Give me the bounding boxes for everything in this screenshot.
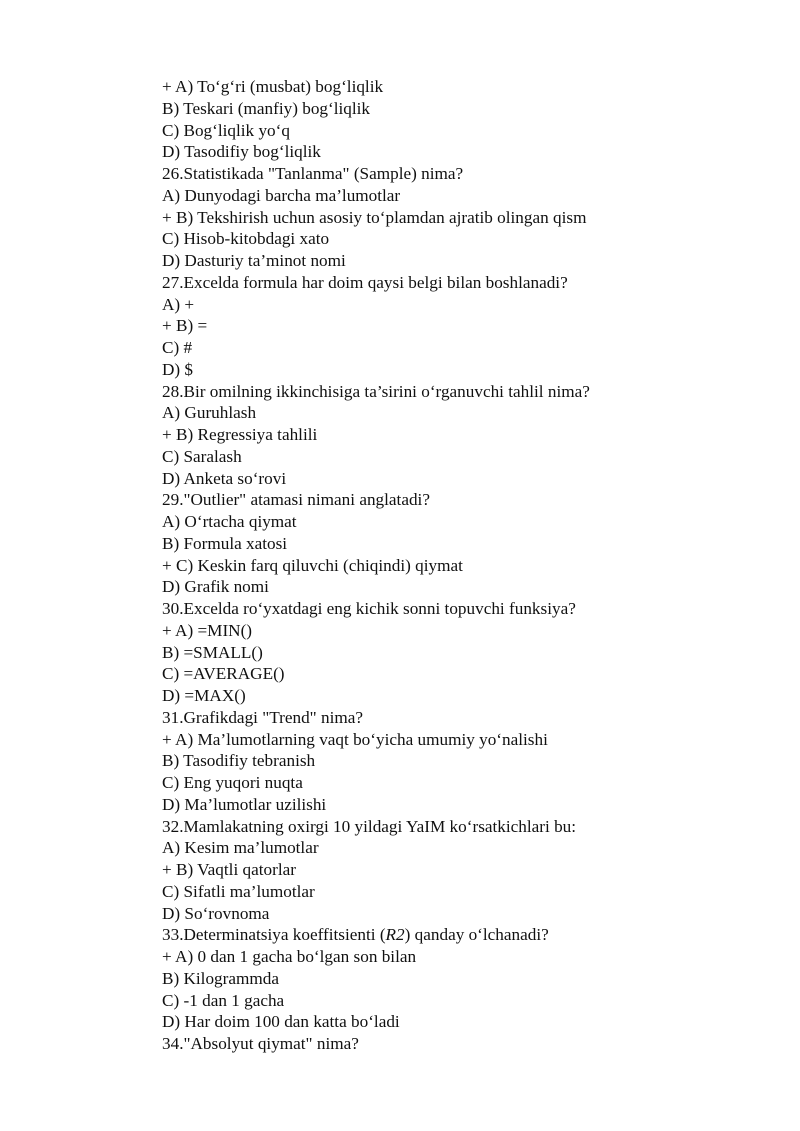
- quiz-line: C) #: [162, 338, 193, 357]
- quiz-line: D) Har doim 100 dan katta bo‘ladi: [162, 1012, 400, 1032]
- quiz-line: B) Formula xatosi: [162, 533, 288, 553]
- quiz-line: C) Sifatli ma’lumotlar: [162, 881, 315, 901]
- quiz-line: 29."Outlier" atamasi nimani anglatadi?: [162, 490, 430, 510]
- quiz-line: C) Hisob-kitobdagi xato: [162, 229, 330, 249]
- quiz-line: 34."Absolyut qiymat" nima?: [162, 1034, 359, 1053]
- quiz-line: + B) Tekshirish uchun asosiy to‘plamdan ajratib olingan qism: [162, 207, 587, 227]
- quiz-line: C) Eng yuqori nuqta: [162, 773, 303, 792]
- question-33-math: R2: [385, 925, 405, 945]
- quiz-line: B) Kilogrammda: [162, 968, 279, 988]
- question-33-text-before: 33.Determinatsiya koeffitsienti (: [162, 925, 386, 945]
- quiz-line: C) -1 dan 1 gacha: [162, 990, 285, 1010]
- quiz-line: + B) =: [162, 316, 208, 336]
- quiz-line: + A) =MIN(): [162, 620, 253, 640]
- quiz-line: + A) To‘g‘ri (musbat) bog‘liqlik: [162, 77, 384, 96]
- quiz-line: B) Tasodifiy tebranish: [162, 751, 316, 771]
- quiz-lines-before: [162, 76, 762, 924]
- quiz-line: D) Anketa so‘rovi: [162, 468, 287, 488]
- quiz-line: A) Kesim ma’lumotlar: [162, 838, 319, 858]
- quiz-line: 28.Bir omilning ikkinchisiga ta’sirini o‘rganuvchi tahlil nima?: [162, 381, 590, 401]
- quiz-line: D) So‘rovnoma: [162, 903, 270, 923]
- quiz-line: D) Tasodifiy bog‘liqlik: [162, 142, 321, 162]
- question-33-text-after: ) qanday o‘lchanadi?: [404, 925, 549, 945]
- quiz-line: + C) Keskin farq qiluvchi (chiqindi) qiymat: [162, 555, 463, 575]
- quiz-line: D) Ma’lumotlar uzilishi: [162, 794, 327, 814]
- quiz-line: 27.Excelda formula har doim qaysi belgi bilan boshlanadi?: [162, 272, 568, 292]
- quiz-line: D) Grafik nomi: [162, 577, 269, 597]
- quiz-line: C) =AVERAGE(): [162, 664, 285, 684]
- quiz-line: 32.Mamlakatning oxirgi 10 yildagi YaIM ko‘rsatkichlari bu:: [162, 816, 577, 836]
- quiz-line: D) =MAX(): [162, 686, 246, 705]
- question-33-line: [162, 924, 762, 946]
- quiz-line: + B) Vaqtli qatorlar: [162, 860, 296, 879]
- quiz-lines-after: [162, 946, 762, 1055]
- quiz-line: D) Dasturiy ta’minot nomi: [162, 251, 346, 270]
- quiz-line: A) Guruhlash: [162, 403, 257, 423]
- quiz-line: B) =SMALL(): [162, 642, 263, 662]
- quiz-line: A) Dunyodagi barcha ma’lumotlar: [162, 185, 401, 205]
- quiz-line: D) $: [162, 359, 194, 379]
- quiz-line: + A) 0 dan 1 gacha bo‘lgan son bilan: [162, 947, 417, 966]
- document-body: [162, 76, 762, 1055]
- quiz-line: + A) Ma’lumotlarning vaqt bo‘yicha umumiy yo‘nalishi: [162, 729, 548, 749]
- quiz-line: 31.Grafikdagi "Trend" nima?: [162, 707, 363, 727]
- quiz-line: 26.Statistikada "Tanlanma" (Sample) nima?: [162, 164, 464, 183]
- quiz-line: 30.Excelda ro‘yxatdagi eng kichik sonni topuvchi funksiya?: [162, 599, 576, 618]
- quiz-line: C) Bog‘liqlik yo‘q: [162, 120, 290, 140]
- quiz-line: B) Teskari (manfiy) bog‘liqlik: [162, 98, 371, 118]
- quiz-line: A) +: [162, 294, 195, 314]
- quiz-line: A) O‘rtacha qiymat: [162, 512, 297, 531]
- quiz-line: + B) Regressiya tahlili: [162, 425, 318, 444]
- quiz-line: C) Saralash: [162, 446, 242, 466]
